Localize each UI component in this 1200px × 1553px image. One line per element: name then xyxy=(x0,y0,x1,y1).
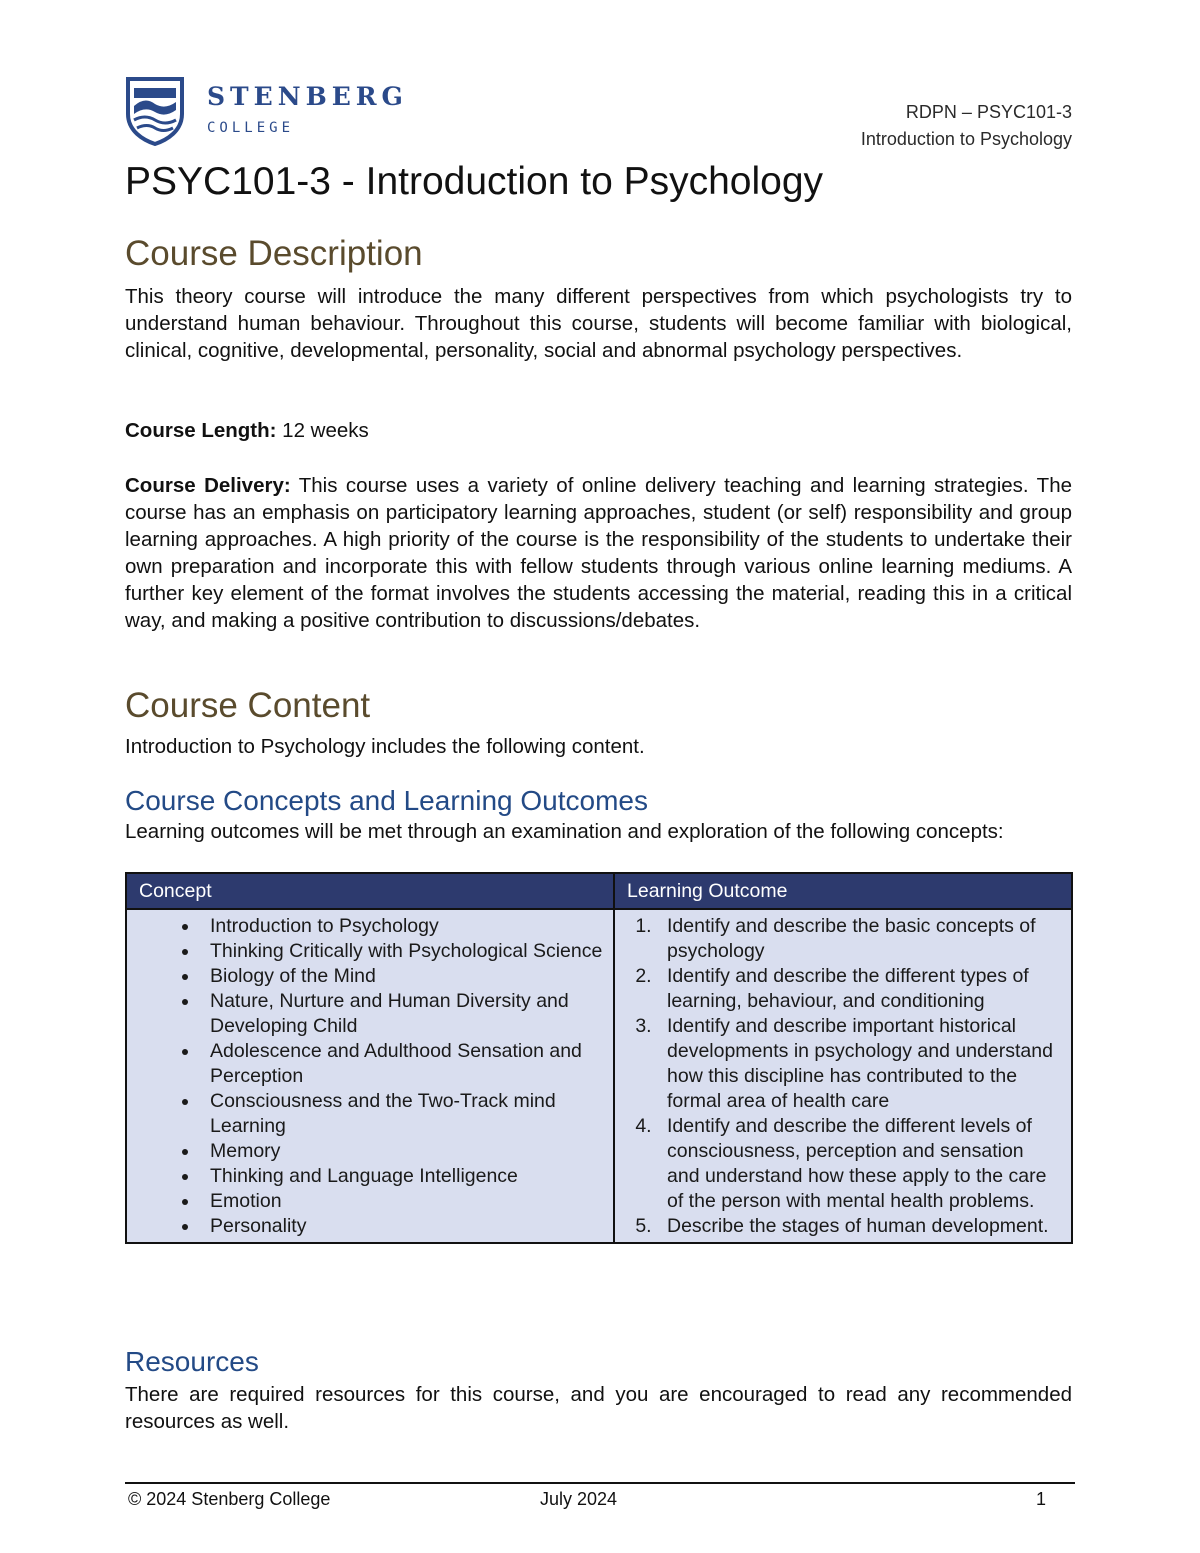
course-content-heading: Course Content xyxy=(125,686,371,725)
course-length-value: 12 weeks xyxy=(276,419,369,442)
course-length xyxy=(125,417,1072,444)
concepts-intro: Learning outcomes will be met through an examination and exploration of the following concepts: xyxy=(125,820,1004,843)
logo-subtitle: COLLEGE xyxy=(207,120,295,136)
running-header xyxy=(861,99,1072,153)
concepts-outcomes-heading: Course Concepts and Learning Outcomes xyxy=(125,785,648,816)
list-item: • Consciousness and the Two-Track mind Learning xyxy=(200,1089,603,1139)
list-item: 3. Identify and describe important historical developments in psychology and understand how this discipline has contributed to the formal area of health care xyxy=(657,1014,1061,1114)
footer-divider xyxy=(125,1482,1075,1484)
shield-icon xyxy=(125,76,185,146)
outcome-cell xyxy=(614,909,1072,1243)
course-delivery-label: Course Delivery: xyxy=(125,474,291,497)
footer-copyright: © 2024 Stenberg College xyxy=(128,1489,331,1509)
list-item: 2. Identify and describe the different types of learning, behaviour, and conditioning xyxy=(657,964,1061,1014)
page-number: 1 xyxy=(1036,1489,1047,1509)
concepts-outcomes-table xyxy=(125,872,1073,1244)
outcome-list xyxy=(625,914,1061,1239)
list-item: • Emotion xyxy=(200,1189,603,1214)
list-item: 1. Identify and describe the basic concepts of psychology xyxy=(657,914,1061,964)
concept-column-header: Concept xyxy=(126,873,614,909)
list-item: 4. Identify and describe the different levels of consciousness, perception and sensation and understand how these apply to the care of the person with mental health problems. xyxy=(657,1114,1061,1214)
table-row xyxy=(126,909,1072,1243)
list-item: • Introduction to Psychology xyxy=(200,914,603,939)
course-description-heading: Course Description xyxy=(125,234,423,273)
list-item: • Memory xyxy=(200,1139,603,1164)
resources-heading: Resources xyxy=(125,1346,259,1377)
course-description-text: This theory course will introduce the many different perspectives from which psychologists try to understand human behaviour. Throughout this course, students will become familiar with biological, clinical, cognitive, developmental, personality, social and abnormal psychology perspectives. xyxy=(125,285,1072,362)
footer-date: July 2024 xyxy=(540,1489,618,1509)
concept-cell xyxy=(126,909,614,1243)
page-title: PSYC101-3 - Introduction to Psychology xyxy=(125,160,824,203)
course-content-intro: Introduction to Psychology includes the following content. xyxy=(125,735,645,758)
list-item: • Adolescence and Adulthood Sensation and Perception xyxy=(200,1039,603,1089)
concept-list xyxy=(137,914,603,1239)
table-header-row xyxy=(126,873,1072,909)
resources-text: There are required resources for this course, and you are encouraged to read any recommended resources as well. xyxy=(125,1383,1072,1433)
outcome-column-header: Learning Outcome xyxy=(614,873,1072,909)
header-course-name: Introduction to Psychology xyxy=(860,129,1072,149)
course-delivery xyxy=(125,472,1072,634)
list-item: • Thinking and Language Intelligence xyxy=(200,1164,603,1189)
course-length-label: Course Length: xyxy=(125,419,277,442)
header-code: RDPN – PSYC101-3 xyxy=(905,102,1072,122)
list-item: • Thinking Critically with Psychological Science xyxy=(200,939,603,964)
list-item: • Personality xyxy=(200,1214,603,1239)
list-item: • Biology of the Mind xyxy=(200,964,603,989)
logo-name: STENBERG xyxy=(207,82,408,111)
list-item: • Nature, Nurture and Human Diversity and Developing Child xyxy=(200,989,603,1039)
course-delivery-value: This course uses a variety of online delivery teaching and learning strategies. The course has an emphasis on participatory learning approaches, student (or self) responsibility and group learning approaches. A high priority of the course is the responsibility of the students to undertake their own preparation and incorporate this with fellow students through various online learning mediums. A further key element of the format involves the students accessing the material, reading this in a critical way, and making a positive contribution to discussions/debates. xyxy=(125,474,1073,632)
list-item: 5. Describe the stages of human development. xyxy=(657,1214,1061,1239)
